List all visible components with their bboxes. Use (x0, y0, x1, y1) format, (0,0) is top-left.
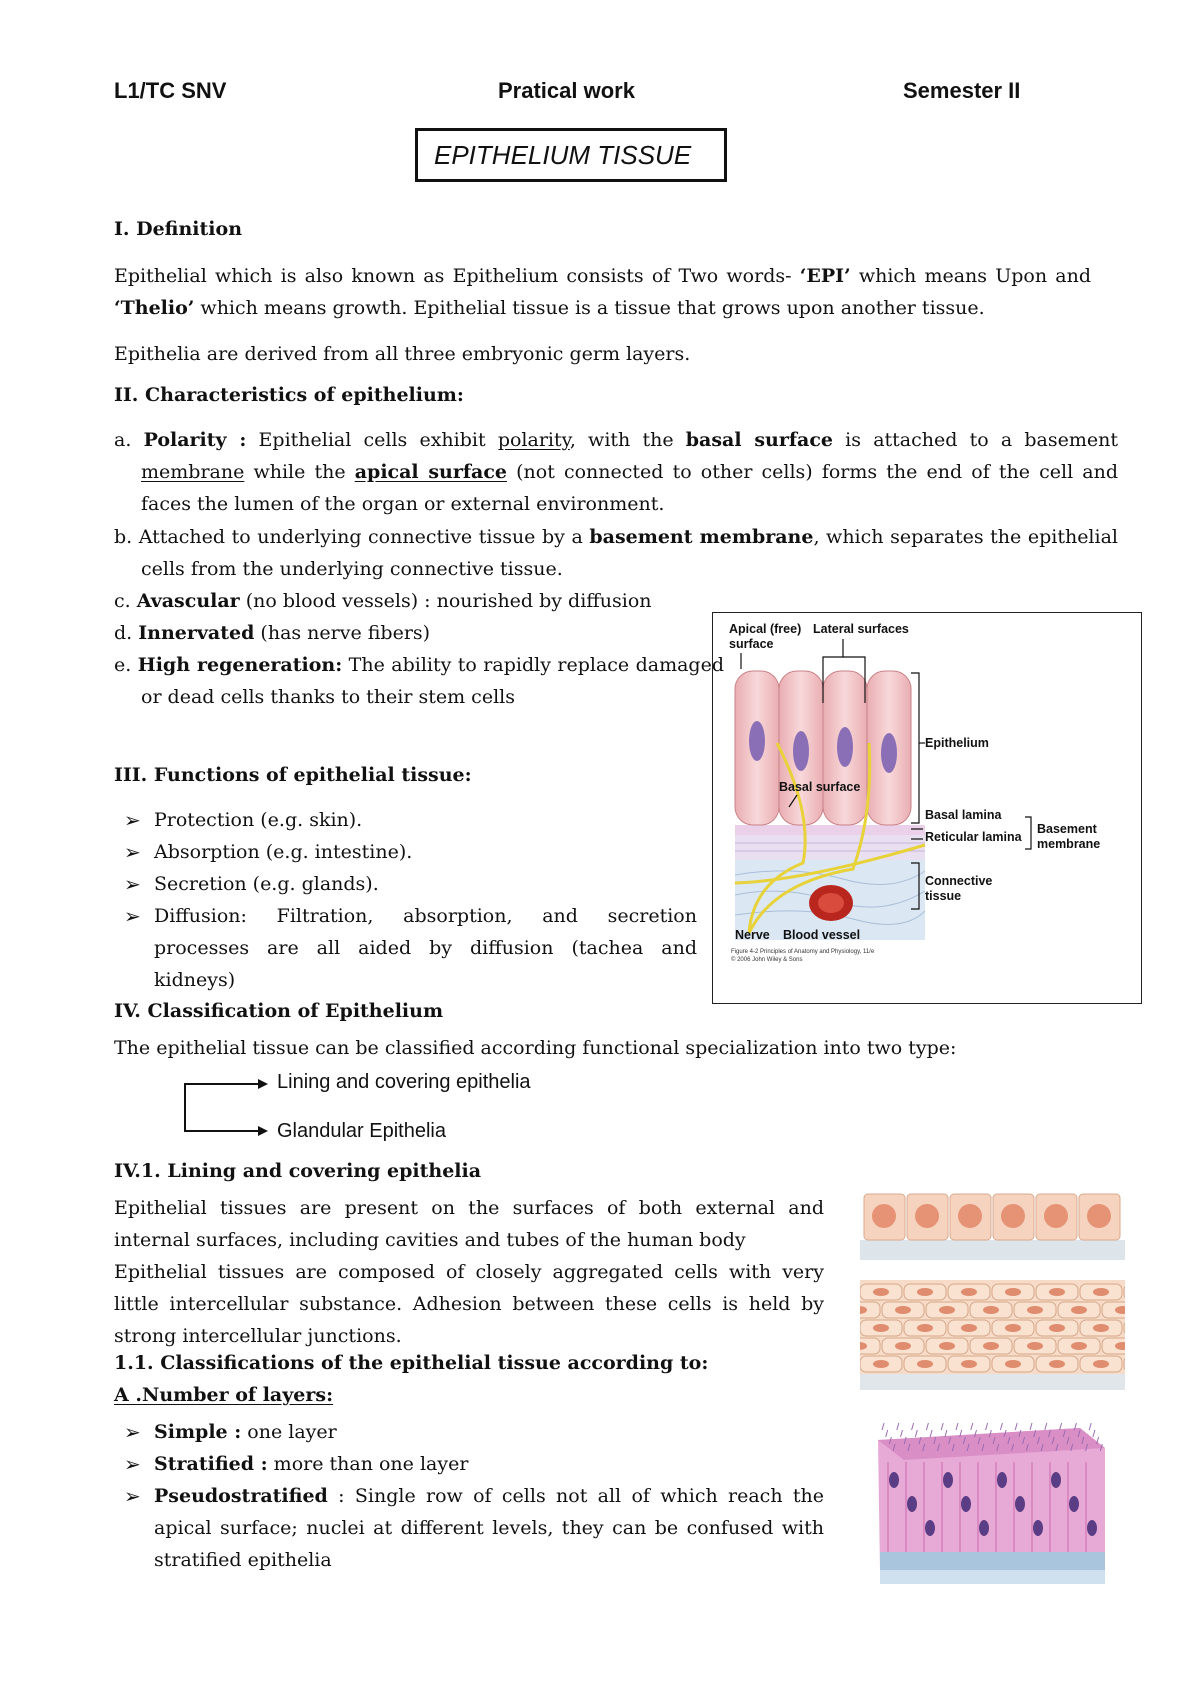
header-course: L1/TC SNV (114, 78, 227, 103)
figure-caption-2: © 2006 John Wiley & Sons (731, 957, 803, 963)
char-c-avascular: c. Avascular (no blood vessels) : nourished by diffusion (114, 590, 652, 612)
branch-lining: Lining and covering epithelia (277, 1071, 531, 1093)
heading-classifications: 1.1. Classifications of the epithelial tissue according to: (114, 1352, 709, 1374)
list-item: ➢ Diffusion: Filtration, absorption, and secretion processes are all aided by diffusion (tachea and kidneys) (114, 900, 697, 996)
simple-epithelium-illustration (860, 1190, 1125, 1260)
label-apical-surface: surface (729, 637, 774, 651)
arrow-bullet-icon: ➢ (124, 1420, 141, 1444)
classification-intro: The epithelial tissue can be classified according functional specialization into two type: (114, 1037, 957, 1059)
list-item: ➢ Absorption (e.g. intestine). (114, 836, 697, 868)
basal-lamina-layer (735, 825, 925, 835)
arrow-bullet-icon: ➢ (124, 840, 141, 864)
char-b-basement: b. Attached to underlying connective tissue by a basement membrane, which separates the epithelial cells from the underlying connective tissue. (114, 526, 1118, 580)
lining-paragraph-1: Epithelial tissues are present on the surfaces of both external and internal surfaces, including cavities and tubes of the human body (114, 1197, 824, 1251)
label-membrane: membrane (1037, 837, 1101, 851)
layers-list (114, 1416, 824, 1576)
heading-classification: IV. Classification of Epithelium (114, 1000, 444, 1022)
label-blood-vessel: Blood vessel (783, 928, 861, 942)
list-item: ➢ Pseudostratified : Single row of cells not all of which reach the apical surface; nuclei at different levels, they can be confused with stratified epithelia (114, 1480, 824, 1576)
char-a-polarity: a. Polarity : Epithelial cells exhibit polarity, with the basal surface is attached to a basement membrane while the apical surface (not connected to other cells) forms the end of the cell and faces the lumen of the organ or external environment. (114, 429, 1118, 515)
arrow-bullet-icon: ➢ (124, 1484, 141, 1508)
branch-glandular: Glandular Epithelia (277, 1120, 446, 1142)
pseudostratified-epithelium-illustration (860, 1420, 1125, 1595)
list-item: ➢ Simple : one layer (114, 1416, 824, 1448)
list-item: ➢ Stratified : more than one layer (114, 1448, 824, 1480)
figure-caption-1: Figure 4-2 Principles of Anatomy and Physiology, 11/e (731, 949, 875, 955)
char-e-regeneration: e. High regeneration: The ability to rapidly replace damaged or dead cells thanks to their stem cells (114, 654, 724, 708)
label-epithelium: Epithelium (925, 736, 989, 750)
heading-definition: I. Definition (114, 218, 243, 240)
label-reticular-lamina: Reticular lamina (925, 830, 1022, 844)
document-title-box (415, 128, 727, 182)
heading-functions: III. Functions of epithelial tissue: (114, 764, 472, 786)
epithelium-diagram (713, 613, 1140, 1002)
label-tissue: tissue (925, 889, 962, 903)
heading-lining: IV.1. Lining and covering epithelia (114, 1160, 482, 1182)
label-apical: Apical (free) (729, 622, 802, 636)
label-connective: Connective (925, 874, 993, 888)
arrow-bullet-icon: ➢ (124, 1452, 141, 1476)
definition-paragraph: Epithelial which is also known as Epithelium consists of Two words- ‘EPI’ which means Upon and ‘Thelio’ which means growth. Epithelial tissue is a tissue that grows upon another tissue. (114, 265, 1091, 319)
label-basal-lamina: Basal lamina (925, 808, 1002, 822)
branch-arrows-icon (180, 1072, 270, 1142)
list-item: ➢ Secretion (e.g. glands). (114, 868, 697, 900)
arrow-bullet-icon: ➢ (124, 904, 141, 928)
heading-characteristics: II. Characteristics of epithelium: (114, 384, 464, 406)
heading-number-of-layers: A .Number of layers: (114, 1384, 334, 1406)
list-item: ➢ Protection (e.g. skin). (114, 804, 697, 836)
header-semester: Semester II (903, 78, 1021, 103)
germ-layers-paragraph: Epithelia are derived from all three embryonic germ layers. (114, 343, 691, 365)
functions-list (114, 804, 697, 996)
stratified-epithelium-illustration (860, 1280, 1125, 1390)
header-title: Pratical work (498, 78, 635, 103)
char-d-innervated: d. Innervated (has nerve fibers) (114, 622, 431, 644)
arrow-bullet-icon: ➢ (124, 808, 141, 832)
epithelium-figure (712, 612, 1142, 1004)
reticular-lamina-layer (735, 835, 925, 860)
label-basement: Basement (1037, 822, 1097, 836)
label-lateral: Lateral surfaces (813, 622, 909, 636)
label-basal-surface: Basal surface (779, 780, 861, 794)
label-nerve: Nerve (735, 928, 770, 942)
arrow-bullet-icon: ➢ (124, 872, 141, 896)
document-title: EPITHELIUM TISSUE (434, 139, 692, 170)
lining-paragraph-2: Epithelial tissues are composed of closely aggregated cells with very little intercellular substance. Adhesion between these cells is held by strong intercellular junctions. (114, 1261, 824, 1347)
